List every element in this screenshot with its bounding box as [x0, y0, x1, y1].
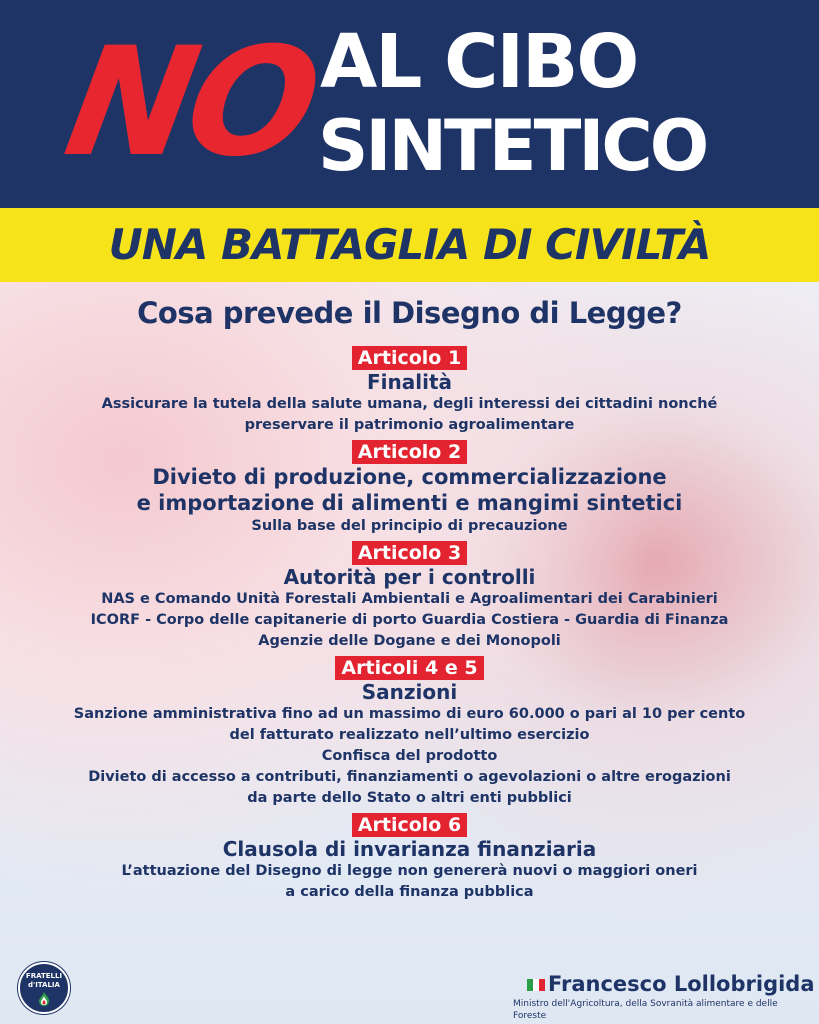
- header: [0, 0, 819, 208]
- article-6: [0, 811, 819, 903]
- article-title: Autorità per i controlli: [283, 565, 536, 589]
- article-text-line: del fatturato realizzato nell’ultimo esercizio: [229, 727, 590, 743]
- banner: [0, 208, 819, 282]
- title-line-1: AL CIBO: [320, 19, 638, 105]
- article-badge: Articolo 2: [352, 440, 467, 464]
- article-text-line: da parte dello Stato o altri enti pubblici: [247, 790, 572, 806]
- article-title-line: e importazione di alimenti e mangimi sintetici: [136, 491, 683, 515]
- no-word: NO: [54, 16, 327, 190]
- article-badge: Articoli 4 e 5: [335, 656, 483, 680]
- article-text-line: Assicurare la tutela della salute umana, degli interessi dei cittadini nonché: [101, 396, 718, 412]
- article-2: [0, 438, 819, 537]
- article-text-line: L’attuazione del Disegno di legge non genererà nuovi o maggiori oneri: [121, 863, 698, 879]
- article-badge: Articolo 1: [352, 346, 467, 370]
- article-badge: Articolo 6: [352, 813, 467, 837]
- article-text-line: Agenzie delle Dogane e dei Monopoli: [258, 633, 561, 649]
- article-text-line: Sanzione amministrativa fino ad un massimo di euro 60.000 o pari al 10 per cento: [73, 706, 746, 722]
- article-title: Clausola di invarianza finanziaria: [222, 837, 597, 861]
- question-heading: Cosa prevede il Disegno di Legge?: [137, 296, 682, 330]
- article-text-line: Confisca del prodotto: [321, 748, 498, 764]
- author-title: Ministro dell'Agricoltura, della Sovranità alimentare e delle Foreste: [513, 999, 778, 1021]
- article-badge: Articolo 3: [352, 541, 467, 565]
- article-text-line: preservare il patrimonio agroalimentare: [244, 417, 575, 433]
- article-text-line: Sulla base del principio di precauzione: [251, 518, 568, 534]
- author-name: Francesco Lollobrigida: [548, 972, 815, 996]
- article-3: [0, 539, 819, 652]
- article-title-line: Divieto di produzione, commercializzazione: [152, 465, 667, 489]
- title-line-2: SINTETICO: [318, 105, 707, 187]
- article-text-line: ICORF - Corpo delle capitanerie di porto Guardia Costiera - Guardia di Finanza: [90, 612, 729, 628]
- fratelli-d-italia-logo: [18, 962, 70, 1014]
- article-4-5: [0, 654, 819, 809]
- article-text-line: Divieto di accesso a contributi, finanziamenti o agevolazioni o altre erogazioni: [88, 769, 731, 785]
- banner-text: UNA BATTAGLIA DI CIVILTÀ: [108, 220, 711, 269]
- content: [0, 294, 819, 905]
- article-title: Finalità: [366, 370, 453, 394]
- article-text-line: a carico della finanza pubblica: [285, 884, 534, 900]
- article-1: [0, 344, 819, 436]
- logo-text: FRATELLI d'ITALIA: [25, 972, 63, 989]
- article-title: Sanzioni: [361, 680, 458, 704]
- article-text-line: NAS e Comando Unità Forestali Ambientali e Agroalimentari dei Carabinieri: [101, 591, 718, 607]
- flame-icon: [38, 992, 50, 1006]
